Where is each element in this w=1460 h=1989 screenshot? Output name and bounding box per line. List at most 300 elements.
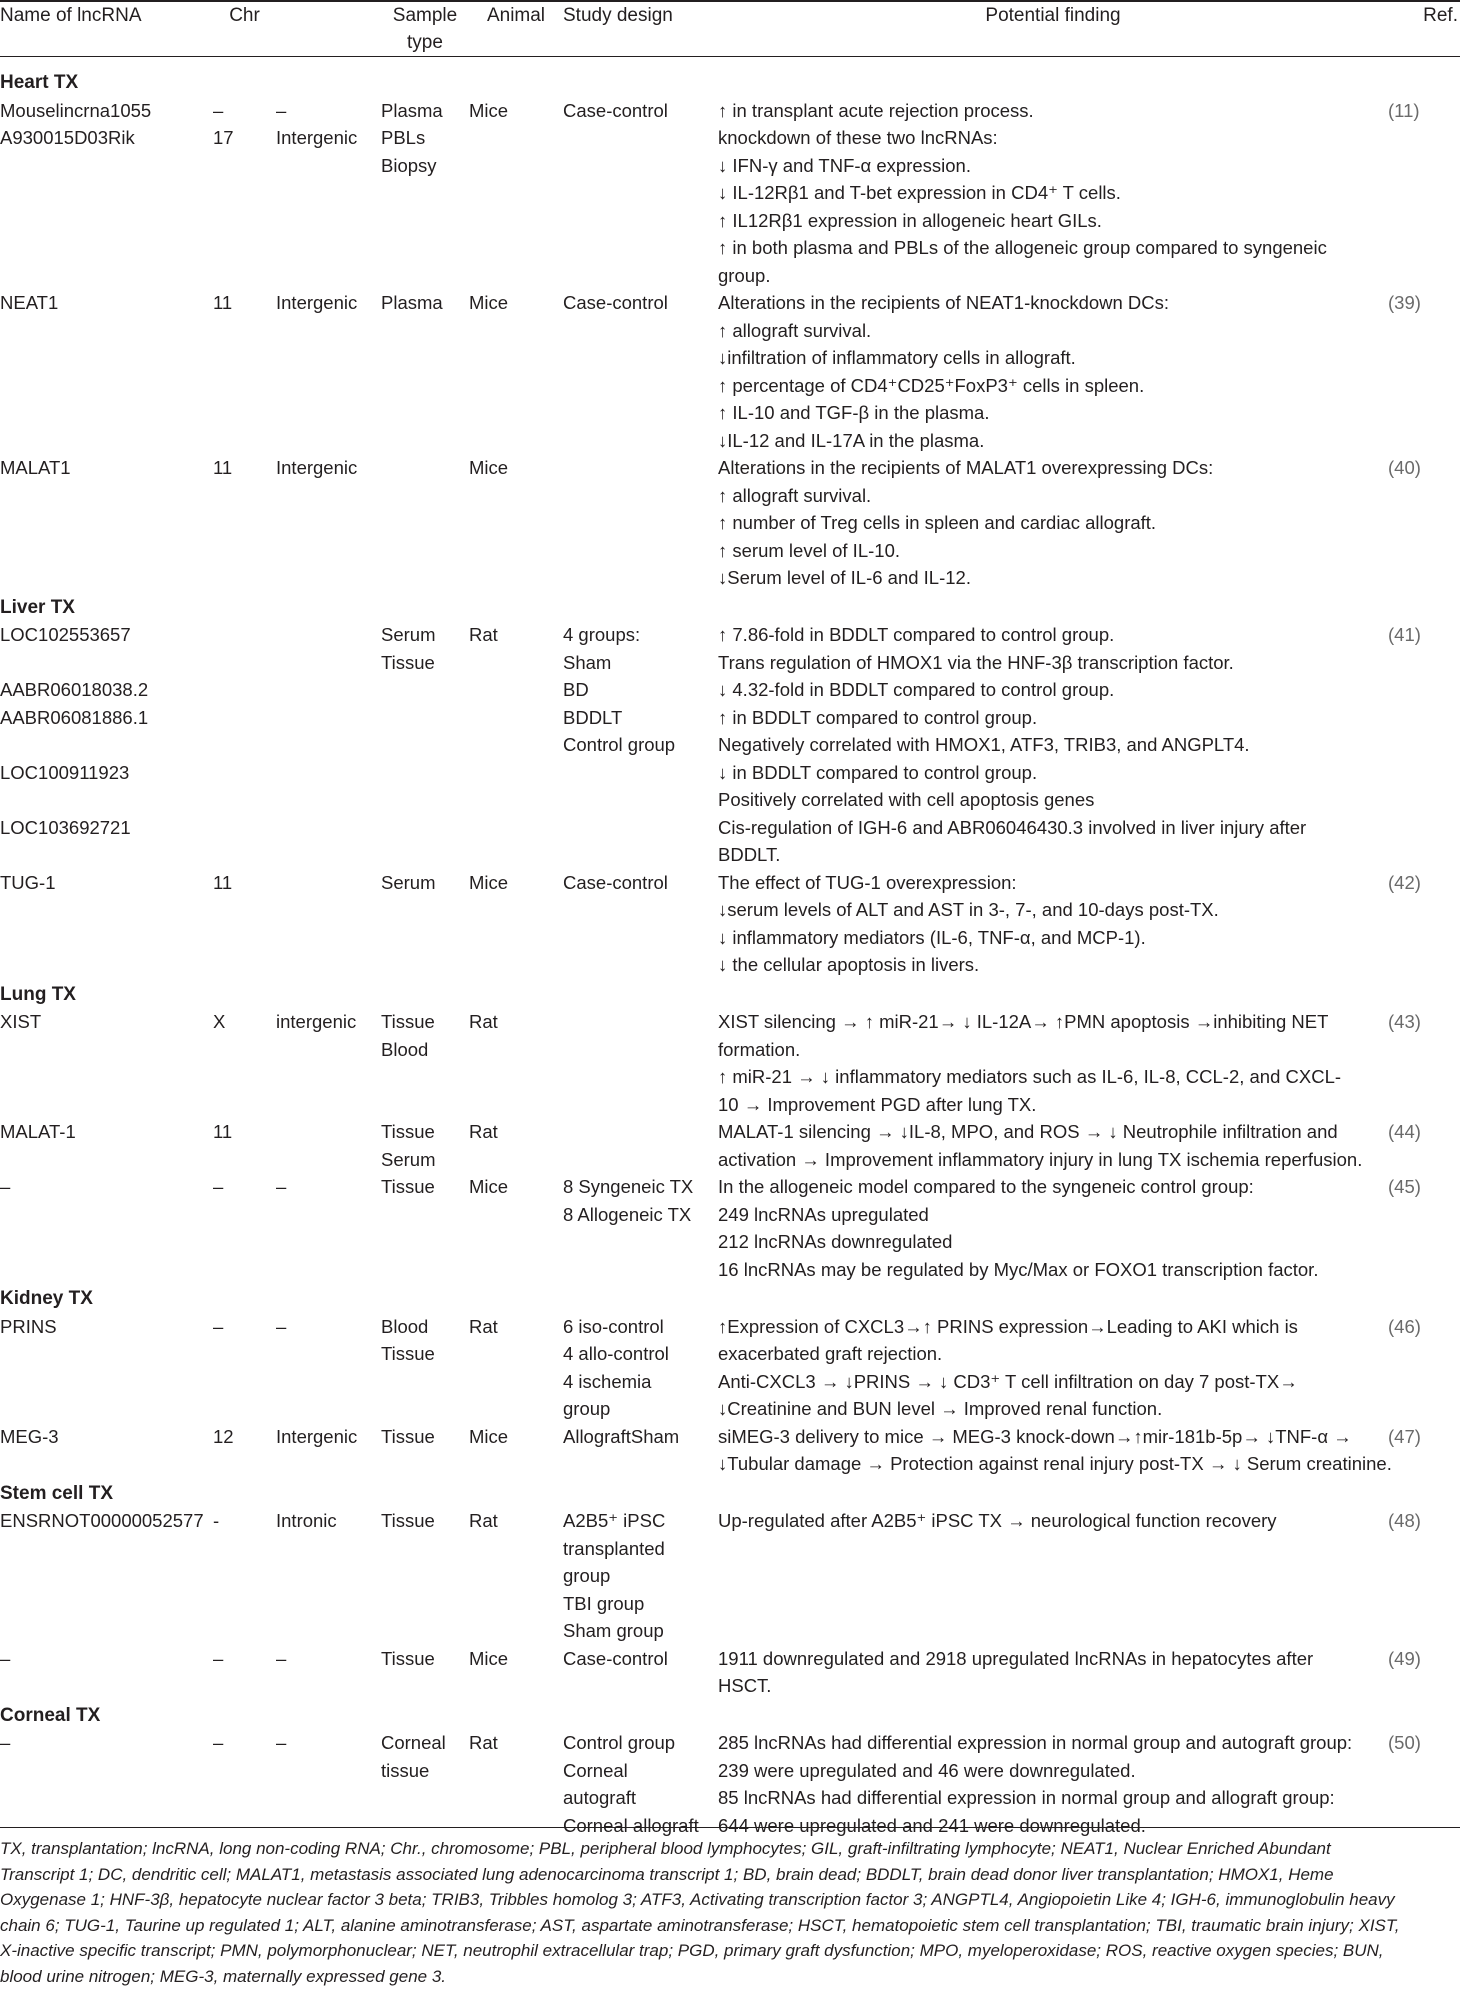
- sample-line: Tissue: [381, 651, 435, 673]
- finding-line: 644 were upregulated and 241 were downregulated.: [718, 1814, 1146, 1836]
- name-line: XIST: [0, 1011, 42, 1032]
- finding-line: Up-regulated after A2B5⁺ iPSC TX → neurological function recovery: [718, 1510, 1277, 1531]
- sample-line: PBLs: [381, 127, 426, 148]
- sample-line: Corneal: [381, 1732, 446, 1753]
- animal-cell: [469, 1645, 563, 1700]
- chr-line: –: [213, 99, 224, 121]
- animal-cell: [469, 1313, 563, 1423]
- design-line: Sham group: [563, 1620, 664, 1641]
- finding-line: group.: [718, 264, 771, 286]
- locus-type-cell: [276, 1423, 381, 1478]
- type-line: –: [276, 1176, 287, 1197]
- finding-line: formation.: [718, 1038, 801, 1060]
- chr-line: –: [213, 1315, 224, 1337]
- chr-line: 12: [213, 1425, 234, 1447]
- chr-line: -: [213, 1510, 220, 1531]
- chromosome-cell: [213, 1313, 276, 1423]
- name-line: MALAT-1: [0, 1121, 76, 1142]
- finding-line: knockdown of these two lncRNAs:: [718, 127, 998, 148]
- sample-line: Serum: [381, 1148, 436, 1170]
- reference-link[interactable]: (49): [1388, 1647, 1421, 1669]
- finding-cell: [718, 1729, 1388, 1839]
- design-line: 4 ischemia: [563, 1370, 652, 1392]
- sample-line: Tissue: [381, 1647, 435, 1669]
- table-row: [0, 1008, 1460, 1118]
- sample-type-cell: [381, 97, 469, 290]
- section-row: [0, 1478, 1460, 1508]
- chr-line: 11: [213, 457, 233, 478]
- table-header-row: [0, 1, 1460, 57]
- sample-line: Tissue: [381, 1121, 435, 1142]
- footnote-line: TX, transplantation; lncRNA, long non-coding RNA; Chr., chromosome; PBL, peripheral blood lymphocytes; GIL, graft-infiltrating lymphocyte; NEAT1, Nuclear Enriched Abundant: [0, 1839, 1331, 1858]
- finding-line: ↓ IFN-γ and TNF-α expression.: [718, 154, 971, 176]
- sample-line: tissue: [381, 1759, 430, 1781]
- type-line: –: [276, 99, 287, 121]
- finding-line: BDDLT.: [718, 844, 781, 865]
- sample-type-cell: [381, 1423, 469, 1478]
- finding-line: 239 were upregulated and 46 were downregulated.: [718, 1759, 1136, 1781]
- finding-line: ↑ serum level of IL-10.: [718, 539, 900, 561]
- reference-link[interactable]: (11): [1388, 99, 1420, 121]
- design-line: BD: [563, 679, 589, 700]
- type-line: Intergenic: [276, 127, 358, 148]
- finding-cell: [718, 869, 1388, 979]
- finding-line: 16 lncRNAs may be regulated by Myc/Max or FOXO1 transcription factor.: [718, 1258, 1319, 1280]
- name-line: MEG-3: [0, 1425, 59, 1447]
- table-row: [0, 97, 1460, 290]
- design-line: 8 Allogeneic TX: [563, 1203, 692, 1225]
- finding-line: siMEG-3 delivery to mice → MEG-3 knock-down→↑mir-181b-5p→ ↓TNF-α →: [718, 1425, 1352, 1447]
- finding-line: Negatively correlated with HMOX1, ATF3, TRIB3, and ANGPLT4.: [718, 734, 1250, 755]
- sample-line: Blood: [381, 1038, 429, 1060]
- locus-type-cell: [276, 1729, 381, 1839]
- chromosome-cell: [213, 97, 276, 290]
- reference-link[interactable]: (43): [1388, 1011, 1421, 1032]
- study-design-cell: [563, 1118, 718, 1173]
- finding-line: HSCT.: [718, 1675, 772, 1696]
- animal-line: Mice: [469, 457, 509, 478]
- finding-line: 1911 downregulated and 2918 upregulated lncRNAs in hepatocytes after: [718, 1647, 1314, 1669]
- animal-line: Mice: [469, 99, 509, 121]
- finding-cell: [718, 1423, 1392, 1478]
- finding-line: ↑ IL-10 and TGF-β in the plasma.: [718, 402, 990, 423]
- animal-line: Rat: [469, 1315, 498, 1337]
- design-line: Control group: [563, 734, 676, 755]
- design-line: Control group: [563, 1732, 676, 1753]
- animal-cell: [469, 621, 563, 869]
- sample-type-cell: [381, 621, 469, 869]
- study-design-cell: [563, 289, 718, 454]
- table-row: [0, 454, 1460, 592]
- name-line: –: [0, 1647, 11, 1669]
- finding-cell: [718, 289, 1388, 454]
- finding-line: 10 → Improvement PGD after lung TX.: [718, 1093, 1037, 1115]
- sample-line: Blood: [381, 1315, 429, 1337]
- section-title: Lung TX: [0, 983, 76, 1005]
- finding-line: 85 lncRNAs had differential expression in normal group and allograft group:: [718, 1787, 1335, 1808]
- name-line: A930015D03Rik: [0, 127, 135, 148]
- header-type: [276, 1, 381, 57]
- name-line: [0, 786, 213, 814]
- reference-link[interactable]: (45): [1388, 1176, 1421, 1197]
- table-footnote: [0, 1827, 1460, 1989]
- study-design-cell: [563, 1729, 718, 1839]
- locus-type-cell: [276, 869, 381, 979]
- lncrna-name-cell: [0, 1507, 213, 1645]
- finding-line: ↓Serum level of IL-6 and IL-12.: [718, 567, 971, 588]
- animal-line: Rat: [469, 1732, 498, 1753]
- section-title: Corneal TX: [0, 1704, 101, 1726]
- sample-type-cell: [381, 454, 469, 592]
- reference-link[interactable]: (42): [1388, 871, 1421, 893]
- table-row: [0, 1173, 1460, 1283]
- section-row: [0, 592, 1460, 622]
- finding-line: ↑ 7.86-fold in BDDLT compared to control group.: [718, 624, 1115, 645]
- table-row: [0, 1645, 1460, 1700]
- name-line: LOC102553657: [0, 624, 131, 645]
- name-line: LOC103692721: [0, 816, 131, 838]
- chr-line: 11: [213, 1121, 233, 1142]
- name-line: ENSRNOT00000052577: [0, 1510, 204, 1531]
- reference-link[interactable]: (44): [1388, 1121, 1421, 1142]
- type-line: –: [276, 1732, 287, 1753]
- animal-line: Rat: [469, 1510, 498, 1531]
- type-line: –: [276, 1647, 287, 1669]
- name-line: NEAT1: [0, 292, 59, 313]
- animal-line: Rat: [469, 1121, 498, 1142]
- lncrna-name-cell: [0, 1423, 213, 1478]
- lncrna-name-cell: [0, 289, 213, 454]
- name-line: –: [0, 1176, 11, 1197]
- sample-type-cell: [381, 1729, 469, 1839]
- footnote-line: blood urine nitrogen; MEG-3, maternally expressed gene 3.: [0, 1966, 447, 1986]
- design-line: autograft: [563, 1787, 637, 1808]
- reference-link[interactable]: (40): [1388, 457, 1421, 478]
- design-line: Corneal allograft: [563, 1814, 699, 1836]
- design-line: A2B5⁺ iPSC: [563, 1510, 666, 1531]
- locus-type-cell: [276, 1118, 381, 1173]
- locus-type-cell: [276, 1645, 381, 1700]
- type-line: Intergenic: [276, 457, 358, 478]
- finding-line: XIST silencing → ↑ miR-21→ ↓ IL-12A→ ↑PMN apoptosis →inhibiting NET: [718, 1011, 1329, 1032]
- sample-line: Plasma: [381, 99, 443, 121]
- chr-line: 11: [213, 871, 233, 893]
- animal-line: Mice: [469, 1176, 509, 1197]
- sample-line: Biopsy: [381, 154, 437, 176]
- study-design-cell: [563, 1008, 718, 1118]
- locus-type-cell: [276, 97, 381, 290]
- lncrna-name-cell: [0, 621, 213, 869]
- finding-line: 249 lncRNAs upregulated: [718, 1203, 929, 1225]
- chromosome-cell: [213, 289, 276, 454]
- design-line: Corneal: [563, 1759, 628, 1781]
- animal-cell: [469, 1118, 563, 1173]
- name-line: AABR06081886.1: [0, 706, 149, 728]
- sample-type-cell: [381, 869, 469, 979]
- table-row: [0, 1507, 1460, 1645]
- lncrna-name-cell: [0, 1313, 213, 1423]
- study-design-cell: [563, 1173, 718, 1283]
- lncrna-name-cell: [0, 1729, 213, 1839]
- chr-line: 11: [213, 292, 233, 313]
- finding-line: ↓ IL-12Rβ1 and T-bet expression in CD4⁺ T cells.: [718, 182, 1121, 203]
- study-design-cell: [563, 1313, 718, 1423]
- lncrna-name-cell: [0, 97, 213, 290]
- chr-line: X: [213, 1011, 226, 1032]
- type-line: –: [276, 1315, 287, 1337]
- section-row: [0, 57, 1460, 97]
- sample-type-cell: [381, 1507, 469, 1645]
- footnote-line: Oxygenase 1; HNF-3β, hepatocyte nuclear factor 3 beta; TRIB3, Tribbles homolog 3; ATF3, Activating transcription factor 3; ANGPTL4, Angiopoietin Like 4; IGH-6, immunoglobulin heavy: [0, 1890, 1395, 1909]
- animal-cell: [469, 97, 563, 290]
- name-line: [0, 731, 213, 759]
- finding-line: Alterations in the recipients of NEAT1-knockdown DCs:: [718, 292, 1170, 313]
- finding-line: ↑Expression of CXCL3→↑ PRINS expression→Leading to AKI which is: [718, 1315, 1298, 1337]
- sample-line: Tissue: [381, 1176, 435, 1197]
- finding-cell: [718, 1173, 1388, 1283]
- chr-line: –: [213, 1176, 224, 1197]
- study-design-cell: [563, 1423, 718, 1478]
- locus-type-cell: [276, 1313, 381, 1423]
- design-line: AllograftSham: [563, 1425, 680, 1447]
- finding-line: Positively correlated with cell apoptosis genes: [718, 789, 1095, 810]
- header-finding: Potential finding: [718, 1, 1388, 57]
- sample-type-cell: [381, 289, 469, 454]
- study-design-cell: [563, 621, 718, 869]
- finding-line: Trans regulation of HMOX1 via the HNF-3β transcription factor.: [718, 651, 1234, 673]
- section-title: Kidney TX: [0, 1288, 93, 1309]
- finding-line: ↓serum levels of ALT and AST in 3-, 7-, and 10-days post-TX.: [718, 899, 1219, 920]
- chromosome-cell: [213, 1507, 276, 1645]
- table-row: [0, 1118, 1460, 1173]
- lncrna-name-cell: [0, 1008, 213, 1118]
- section-row: [0, 1700, 1460, 1730]
- lncrna-name-cell: [0, 869, 213, 979]
- name-line: AABR06018038.2: [0, 679, 149, 700]
- sample-type-cell: [381, 1118, 469, 1173]
- design-line: 6 iso-control: [563, 1315, 664, 1337]
- design-line: Sham: [563, 651, 612, 673]
- name-line: TUG-1: [0, 871, 56, 893]
- reference-link[interactable]: (47): [1388, 1425, 1421, 1447]
- finding-line: ↑ allograft survival.: [718, 484, 872, 506]
- design-line: Case-control: [563, 99, 668, 121]
- header-study-design: Study design: [563, 1, 718, 57]
- sample-line: Tissue: [381, 1343, 435, 1364]
- table-row: [0, 1423, 1460, 1478]
- finding-line: ↑ allograft survival.: [718, 319, 872, 341]
- sample-line: Tissue: [381, 1011, 435, 1032]
- table-row: [0, 1729, 1460, 1839]
- finding-line: ↑ in both plasma and PBLs of the allogeneic group compared to syngeneic: [718, 237, 1327, 258]
- finding-line: ↓ in BDDLT compared to control group.: [718, 761, 1038, 783]
- type-line: Intergenic: [276, 292, 358, 313]
- header-chr: Chr: [213, 1, 276, 57]
- design-line: 4 groups:: [563, 624, 641, 645]
- chr-line: 17: [213, 127, 234, 148]
- locus-type-cell: [276, 1008, 381, 1118]
- name-line: [0, 649, 213, 677]
- finding-cell: [718, 621, 1388, 869]
- animal-cell: [469, 869, 563, 979]
- name-line: LOC100911923: [0, 761, 130, 783]
- finding-line: MALAT-1 silencing → ↓IL-8, MPO, and ROS → ↓ Neutrophile infiltration and: [718, 1121, 1338, 1142]
- lncrna-name-cell: [0, 1645, 213, 1700]
- study-design-cell: [563, 454, 718, 592]
- design-line: Case-control: [563, 1647, 668, 1669]
- finding-line: ↑ in transplant acute rejection process.: [718, 99, 1034, 121]
- sample-type-cell: [381, 1008, 469, 1118]
- reference-link[interactable]: (46): [1388, 1315, 1421, 1337]
- finding-line: activation → Improvement inflammatory injury in lung TX ischemia reperfusion.: [718, 1148, 1363, 1170]
- animal-cell: [469, 1729, 563, 1839]
- sample-line: Serum: [381, 624, 436, 645]
- finding-cell: [718, 454, 1388, 592]
- animal-cell: [469, 1173, 563, 1283]
- finding-cell: [718, 1008, 1388, 1118]
- header-animal: Animal: [469, 1, 563, 57]
- reference-link[interactable]: (48): [1388, 1510, 1421, 1531]
- design-line: Case-control: [563, 871, 668, 893]
- design-line: 4 allo-control: [563, 1343, 669, 1364]
- chr-line: –: [213, 1732, 224, 1753]
- sample-line: Plasma: [381, 292, 443, 313]
- type-line: intergenic: [276, 1011, 357, 1032]
- animal-line: Mice: [469, 292, 509, 313]
- table-row: [0, 1313, 1460, 1423]
- animal-cell: [469, 1423, 563, 1478]
- study-design-cell: [563, 1645, 718, 1700]
- design-line: group: [563, 1398, 611, 1419]
- finding-line: ↓Creatinine and BUN level → Improved renal function.: [718, 1398, 1163, 1419]
- animal-cell: [469, 454, 563, 592]
- sample-line: Tissue: [381, 1510, 435, 1531]
- study-design-cell: [563, 97, 718, 290]
- animal-cell: [469, 289, 563, 454]
- locus-type-cell: [276, 621, 381, 869]
- footnote-line: chain 6; TUG-1, Taurine up regulated 1; ALT, alanine aminotransferase; AST, aspartate aminotransferase; HSCT, hematopoietic stem cell transplantation; TBI, traumatic brain injury; XIST,: [0, 1915, 1400, 1935]
- chromosome-cell: [213, 1173, 276, 1283]
- table-body: [0, 57, 1460, 1840]
- design-line: 8 Syngeneic TX: [563, 1176, 694, 1197]
- finding-cell: [718, 97, 1388, 290]
- sample-type-cell: [381, 1645, 469, 1700]
- section-title: Heart TX: [0, 72, 79, 93]
- animal-line: Mice: [469, 1425, 509, 1447]
- sample-type-cell: [381, 1313, 469, 1423]
- reference-link[interactable]: (50): [1388, 1732, 1421, 1753]
- header-sample-type: Sample type: [381, 1, 469, 57]
- name-line: MALAT1: [0, 457, 71, 478]
- sample-line: Tissue: [381, 1425, 435, 1447]
- name-line: Mouselincrna1055: [0, 99, 152, 121]
- sample-line: Serum: [381, 871, 436, 893]
- table-row: [0, 869, 1460, 979]
- name-line: –: [0, 1732, 11, 1753]
- animal-cell: [469, 1507, 563, 1645]
- finding-line: In the allogeneic model compared to the syngeneic control group:: [718, 1176, 1254, 1197]
- section-title: Stem cell TX: [0, 1482, 113, 1504]
- animal-line: Rat: [469, 624, 498, 645]
- section-row: [0, 979, 1460, 1009]
- finding-line: ↑ in BDDLT compared to control group.: [718, 706, 1038, 728]
- finding-line: Cis-regulation of IGH-6 and ABR06046430.3 involved in liver injury after: [718, 816, 1307, 838]
- animal-line: Rat: [469, 1011, 498, 1032]
- locus-type-cell: [276, 1507, 381, 1645]
- finding-line: ↑ percentage of CD4⁺CD25⁺FoxP3⁺ cells in spleen.: [718, 374, 1145, 396]
- design-line: group: [563, 1565, 611, 1586]
- finding-line: The effect of TUG-1 overexpression:: [718, 871, 1017, 893]
- finding-cell: [718, 1645, 1388, 1700]
- finding-cell: [718, 1313, 1388, 1423]
- finding-line: ↓infiltration of inflammatory cells in allograft.: [718, 347, 1076, 368]
- finding-cell: [718, 1118, 1388, 1173]
- reference-link[interactable]: (39): [1388, 292, 1421, 313]
- locus-type-cell: [276, 1173, 381, 1283]
- animal-line: Mice: [469, 871, 509, 893]
- chromosome-cell: [213, 454, 276, 592]
- footnote-line: Transcript 1; DC, dendritic cell; MALAT1, metastasis associated lung adenocarcinoma transcript 1; BD, brain dead; BDDLT, brain dead donor liver transplantation; HMOX1, Heme: [0, 1864, 1334, 1884]
- chromosome-cell: [213, 1118, 276, 1173]
- chromosome-cell: [213, 1423, 276, 1478]
- locus-type-cell: [276, 289, 381, 454]
- finding-line: Anti-CXCL3 → ↓PRINS → ↓ CD3⁺ T cell infiltration on day 7 post-TX→: [718, 1370, 1298, 1392]
- animal-cell: [469, 1008, 563, 1118]
- finding-line: ↓ 4.32-fold in BDDLT compared to control group.: [718, 679, 1115, 700]
- table-row: [0, 289, 1460, 454]
- name-line: PRINS: [0, 1315, 57, 1337]
- header-ref: Ref.: [1388, 1, 1460, 57]
- footnote-line: X-inactive specific transcript; PMN, polymorphonuclear; NET, neutrophil extracellular trap; PGD, primary graft dysfunction; MPO, myeloperoxidase; ROS, reactive oxygen species; BUN,: [0, 1941, 1384, 1960]
- table-row: [0, 621, 1460, 869]
- reference-link[interactable]: (41): [1388, 624, 1421, 645]
- finding-line: 285 lncRNAs had differential expression in normal group and autograft group:: [718, 1732, 1353, 1753]
- study-design-cell: [563, 1507, 718, 1645]
- animal-line: Mice: [469, 1647, 509, 1669]
- lncrna-name-cell: [0, 454, 213, 592]
- chr-line: –: [213, 1647, 224, 1669]
- type-line: Intergenic: [276, 1425, 358, 1447]
- lncrna-name-cell: [0, 1118, 213, 1173]
- finding-line: ↑ IL12Rβ1 expression in allogeneic heart GILs.: [718, 209, 1102, 231]
- finding-line: ↓ the cellular apoptosis in livers.: [718, 954, 980, 975]
- finding-line: ↓Tubular damage → Protection against renal injury post-TX → ↓ Serum creatinine.: [718, 1453, 1392, 1474]
- design-line: TBI group: [563, 1592, 645, 1614]
- chromosome-cell: [213, 1645, 276, 1700]
- design-line: transplanted: [563, 1537, 665, 1559]
- finding-cell: [718, 1507, 1388, 1645]
- sample-type-cell: [381, 1173, 469, 1283]
- study-design-cell: [563, 869, 718, 979]
- section-title: Liver TX: [0, 596, 75, 618]
- finding-line: ↓IL-12 and IL-17A in the plasma.: [718, 429, 985, 451]
- lncrna-name-cell: [0, 1173, 213, 1283]
- finding-line: Alterations in the recipients of MALAT1 overexpressing DCs:: [718, 457, 1214, 478]
- chromosome-cell: [213, 1729, 276, 1839]
- finding-line: ↑ miR-21 → ↓ inflammatory mediators such as IL-6, IL-8, CCL-2, and CXCL-: [718, 1066, 1342, 1087]
- finding-line: 212 lncRNAs downregulated: [718, 1231, 953, 1252]
- section-row: [0, 1283, 1460, 1313]
- design-line: BDDLT: [563, 706, 623, 728]
- chromosome-cell: [213, 1008, 276, 1118]
- design-line: Case-control: [563, 292, 668, 313]
- finding-line: ↓ inflammatory mediators (IL-6, TNF-α, and MCP-1).: [718, 926, 1146, 948]
- type-line: Intronic: [276, 1510, 337, 1531]
- chromosome-cell: [213, 621, 276, 869]
- locus-type-cell: [276, 454, 381, 592]
- finding-line: ↑ number of Treg cells in spleen and cardiac allograft.: [718, 512, 1157, 533]
- chromosome-cell: [213, 869, 276, 979]
